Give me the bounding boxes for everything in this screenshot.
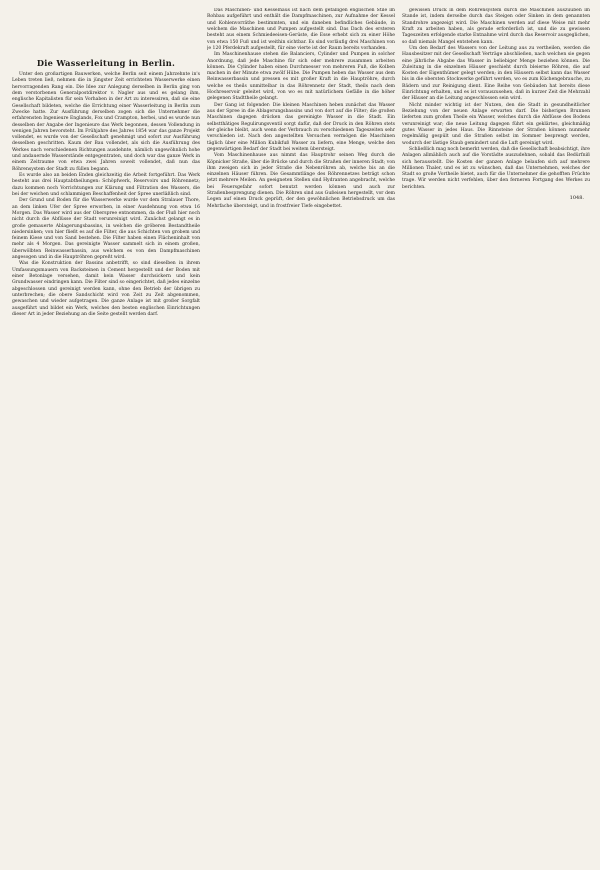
paragraph: Was die Konstruktion der Bassins anbetrifft, so sind dieselben in ihrem Umfassungsmauern von Backsteinen in Cement hergestellt und der Boden mit einer Betonlage versehen, damit kein Wasser durchsickern und kein Grundwasser eindringen kann. Die Filter sind so eingerichtet, daß jedes einzelne abgeschlossen und gereinigt werden kann, ohne den Betrieb der übrigen zu unterbrechen; die obere Sandschicht wird von Zeit zu Zeit abgenommen, gewaschen und wieder aufgetragen. Die ganze Anlage ist mit großer Sorgfalt ausgeführt und bildet ein Werk, welches den besten englischen Einrichtungen dieser Art in jeder Beziehung an die Seite gestellt werden darf. [12,261,200,317]
paragraph: Schließlich mag noch bemerkt werden, daß die Gesellschaft beabsichtigt, ihre Anlagen allmählich auch auf die Vorstädte auszudehnen, sobald das Bedürfniß sich herausstellt. Die Kosten der ganzen Anlage belaufen sich auf mehrere Millionen Thaler, und es ist zu wünschen, daß das Unternehmen, welches der Stadt so große Vortheile bietet, auch für die Unternehmer die gehofften Früchte trage. Wir werden nicht verfehlen, über den ferneren Fortgang des Werkes zu berichten. [402,146,590,190]
article-columns [12,8,590,864]
paragraph: Vom Maschinenhause aus nimmt das Hauptrohr seinen Weg durch die Köpnicker Straße, über die Brücke und durch die Straßen der inneren Stadt; von ihm zweigen sich in jeder Straße die Nebenröhren ab, welche bis an die einzelnen Häuser führen. Die Gesammtlänge des Röhrennetzes beträgt schon jetzt mehrere Meilen. An geeigneten Stellen sind Hydranten angebracht, welche bei Feuersgefahr sofort benutzt werden können und auch zur Straßenbesprengung dienen. Die Röhren sind aus Gußeisen hergestellt, vor dem Legen auf einen Druck geprüft, der den gewöhnlichen Betriebsdruck um das Mehrfache übersteigt, und in frostfreier Tiefe eingebettet. [207,153,395,209]
paragraph: Nicht minder wichtig ist der Nutzen, den die Stadt in gesundheitlicher Beziehung von der neuen Anlage erwarten darf. Die bisherigen Brunnen lieferten zum großen Theile ein Wasser, welches durch die Abflüsse des Bodens verunreinigt war; die neue Leitung dagegen führt ein geklärtes, gleichmäßig gutes Wasser in jedes Haus. Die Rinnsteine der Straßen können nunmehr regelmäßig gespült und die Straßen selbst im Sommer besprengt werden, wodurch der lästige Staub gemindert und die Luft gereinigt wird. [402,102,590,146]
paragraph: Unter den großartigen Bauwerken, welche Berlin seit einem Jahrzehnte in's Leben treten ließ, nehmen die in jüngster Zeit errichteten Wasserwerke einen hervorragenden Rang ein. Die Idee zur Anlegung derselben in Berlin ging von dem verstorbenen Generalpostdirektor v. Nagler aus und es gelang ihm, englische Kapitalisten für sein Vorhaben in der Art zu interessiren, daß sie eine Gesellschaft bildeten, welche die Errichtung einer Wasserleitung in Berlin zum Zwecke hatte. Zur Ausführung derselben zogen sich die Unternehmer die erfahrensten Ingenieure Englands, Fox und Crampton, herbei, und es wurde nun desselben der Angabe der Ingenieure das Werk begonnen, dessen Vollendung in wenigen Jahren bevorsteht. Im Frühjahre des Jahres 1854 war das ganze Projekt vollendet, es wurde von der Gesellschaft genehmigt und sofort zur Ausführung desselben geschritten. Kaum der Bau vollendet, als sich die Ausführung des Werkes nach verschiedenen Richtungen ausdehnte, nämlich ungewöhnlich hohe und andauernde Wasserstände entgegentraten, und doch war das ganze Werk in einem Zeitraume von etwa zwei Jahren soweit vollendet, daß nun das Röhrensystem der Stadt zu füllen begann. [12,72,200,172]
paragraph: Der Grund und Boden für die Wasserwerke wurde vor dem Stralauer Thore, an dem linken Ufer der Spree erworben, in einer Ausdehnung von etwa 16 Morgen. Das Wasser wird aus der Oberspree entnommen, da der Fluß hier noch nicht durch die Abflüsse der Stadt verunreinigt wird. Zunächst gelangt es in große gemauerte Ablagerungsbassins, in welchen die gröberen Bestandtheile niedersinken; von hier fließt es auf die Filter, die aus Schichten von grobem und feinem Kiese und von Sand bestehen. Die Filter haben einen Flächeninhalt von mehr als 4 Morgen. Das gereinigte Wasser sammelt sich in einem großen, überwölbten Reinwasserbassin, aus welchem es von den Dampfmaschinen angesogen und in die Hauptröhren gepreßt wird. [12,198,200,261]
paragraph: Es wurde also an beiden Enden gleichzeitig die Arbeit fortgeführt. Das Werk besteht aus drei Hauptabtheilungen: Schöpfwerk, Reservoirs und Röhrennetz; dazu kommen noch Vorrichtungen zur Klärung und Filtration des Wassers, die bei der weichen und schlammigen Beschaffenheit der Spree unerläßlich sind. [12,173,200,197]
paragraph: Der Gang ist folgender: Die kleinen Maschinen heben zunächst das Wasser aus der Spree in die Ablagerungsbassins und von dort auf die Filter; die großen Maschinen dagegen drücken das gereinigte Wasser in die Stadt. Ein selbstthätiges Regulirungsventil sorgt dafür, daß der Druck in den Röhren stets der gleiche bleibt, auch wenn der Verbrauch zu verschiedenen Tageszeiten sehr verschieden ist. Nach den angestellten Versuchen vermögen die Maschinen täglich über eine Million Kubikfuß Wasser zu liefern, eine Menge, welche den gegenwärtigen Bedarf der Stadt bei weitem übersteigt. [207,102,395,152]
article-number: 1048. [569,195,584,202]
paragraph: gewissen Druck in dem Röhrensystem durch die Maschinen auszuüben im Stande ist, indem derselbe durch das Steigen oder Sinken in dem genannten Standrohre angezeigt wird. Die Maschinen werden auf diese Weise mit mehr Kraft zu arbeiten haben, als gerade erforderlich ist, und die zu gewissen Tageszeiten erfolgende starke Entnahme wird durch das Reservoir ausgeglichen, so daß niemals Mangel entstehen kann. [402,8,590,45]
column-right [402,8,590,864]
column-left [12,8,200,864]
paragraph: Um den Bedarf des Wassers von der Leitung aus zu vertheilen, werden die Hausbesitzer mit der Gesellschaft Verträge abschließen, nach welchen sie gegen eine jährliche Abgabe das Wasser in beliebiger Menge beziehen können. Die Zuleitung in die einzelnen Häuser geschieht durch bleierne Röhren, die auf Kosten der Eigenthümer gelegt werden; in den Häusern selbst kann das Wasser bis in die obersten Stockwerke geführt werden, wo es zum Küchengebrauche, zu Bädern und zur Reinigung dient. Eine Reihe von Gebäuden hat bereits diese Einrichtung erhalten, und es ist vorauszusehen, daß in kurzer Zeit die Mehrzahl der Häuser an die Leitung angeschlossen sein wird. [402,45,590,102]
paragraph: Das Maschinen- und Kesselhaus ist nach dem gefälligen englischen Stile im Rohbau aufgeführt und enthält die Dampfmaschinen, zur Aufnahme der Kessel und Kohlenvorräthe bestimmten, und ein daneben befindliches Gebäude, in welchem die Maschinen und Pumpen aufgestellt sind. Das Dach des ersteren besteht aus einem Schmiedeeisen-Gerüste, die Esse erhebt sich zu einer Höhe von etwa 150 Fuß und ist weithin sichtbar. Es sind vorläufig drei Maschinen von je 120 Pferdekraft aufgestellt, für eine vierte ist der Raum bereits vorhanden. [207,8,395,51]
article-title: Die Wasserleitung in Berlin. [36,58,176,68]
column-middle [207,8,395,864]
paragraph: Im Maschinenhause stehen die Balanciers, Cylinder und Pumpen in solcher Anordnung, daß jede Maschine für sich oder mehrere zusammen arbeiten können. Die Cylinder haben einen Durchmesser von mehreren Fuß, die Kolben machen in der Minute etwa zwölf Hübe. Die Pumpen heben das Wasser aus dem Reinwasserbassin und pressen es mit großer Kraft in die Hauptröhre, durch welche es theils unmittelbar in das Röhrennetz der Stadt, theils nach dem Hochreservoir geleitet wird, von wo es mit natürlichem Gefälle in die höher gelegenen Stadttheile gelangt. [207,52,395,102]
